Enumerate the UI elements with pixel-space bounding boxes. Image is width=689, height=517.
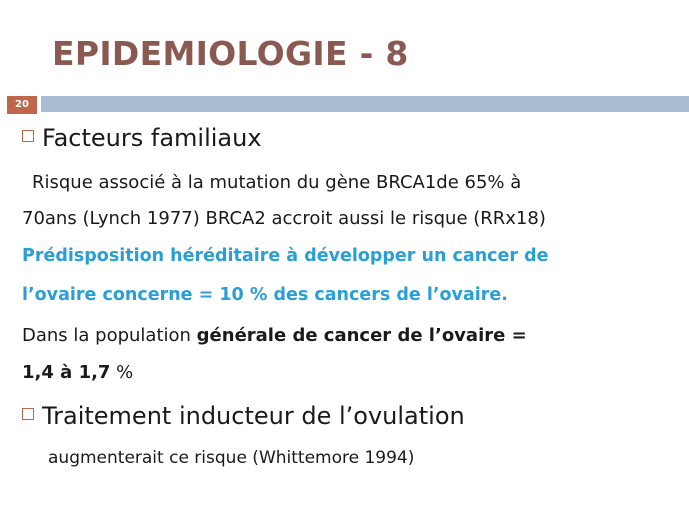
text-segment: Dans la population [22,325,197,346]
text-bold-segment: générale de cancer de l’ovaire [196,325,506,346]
bullet-heading: Traitement inducteur de l’ovulation [42,402,465,430]
text-bold-segment: 1,4 à 1,7 [22,362,111,383]
highlight-line: l’ovaire concerne = 10 % des cancers de l’ovaire. [22,285,508,305]
slide-number: 20 [7,96,37,114]
text-line [22,325,527,346]
square-bullet-icon [22,130,34,142]
text-line [22,362,133,383]
header-bar [41,96,689,112]
text-line: Risque associé à la mutation du gène BRCA1de 65% à [32,172,522,193]
text-segment: % [110,362,134,383]
highlight-line: Prédisposition héréditaire à développer un cancer de [22,246,549,266]
square-bullet-icon [22,408,34,420]
slide-title: EPIDEMIOLOGIE - 8 [52,34,409,73]
text-segment: = [505,325,527,346]
bullet-heading: Facteurs familiaux [42,124,262,152]
bullet-familial-factors [22,124,262,152]
text-line: augmenterait ce risque (Whittemore 1994) [48,448,415,468]
text-line: 70ans (Lynch 1977) BRCA2 accroit aussi le risque (RRx18) [22,208,546,229]
bullet-ovulation-treatment [22,402,465,430]
